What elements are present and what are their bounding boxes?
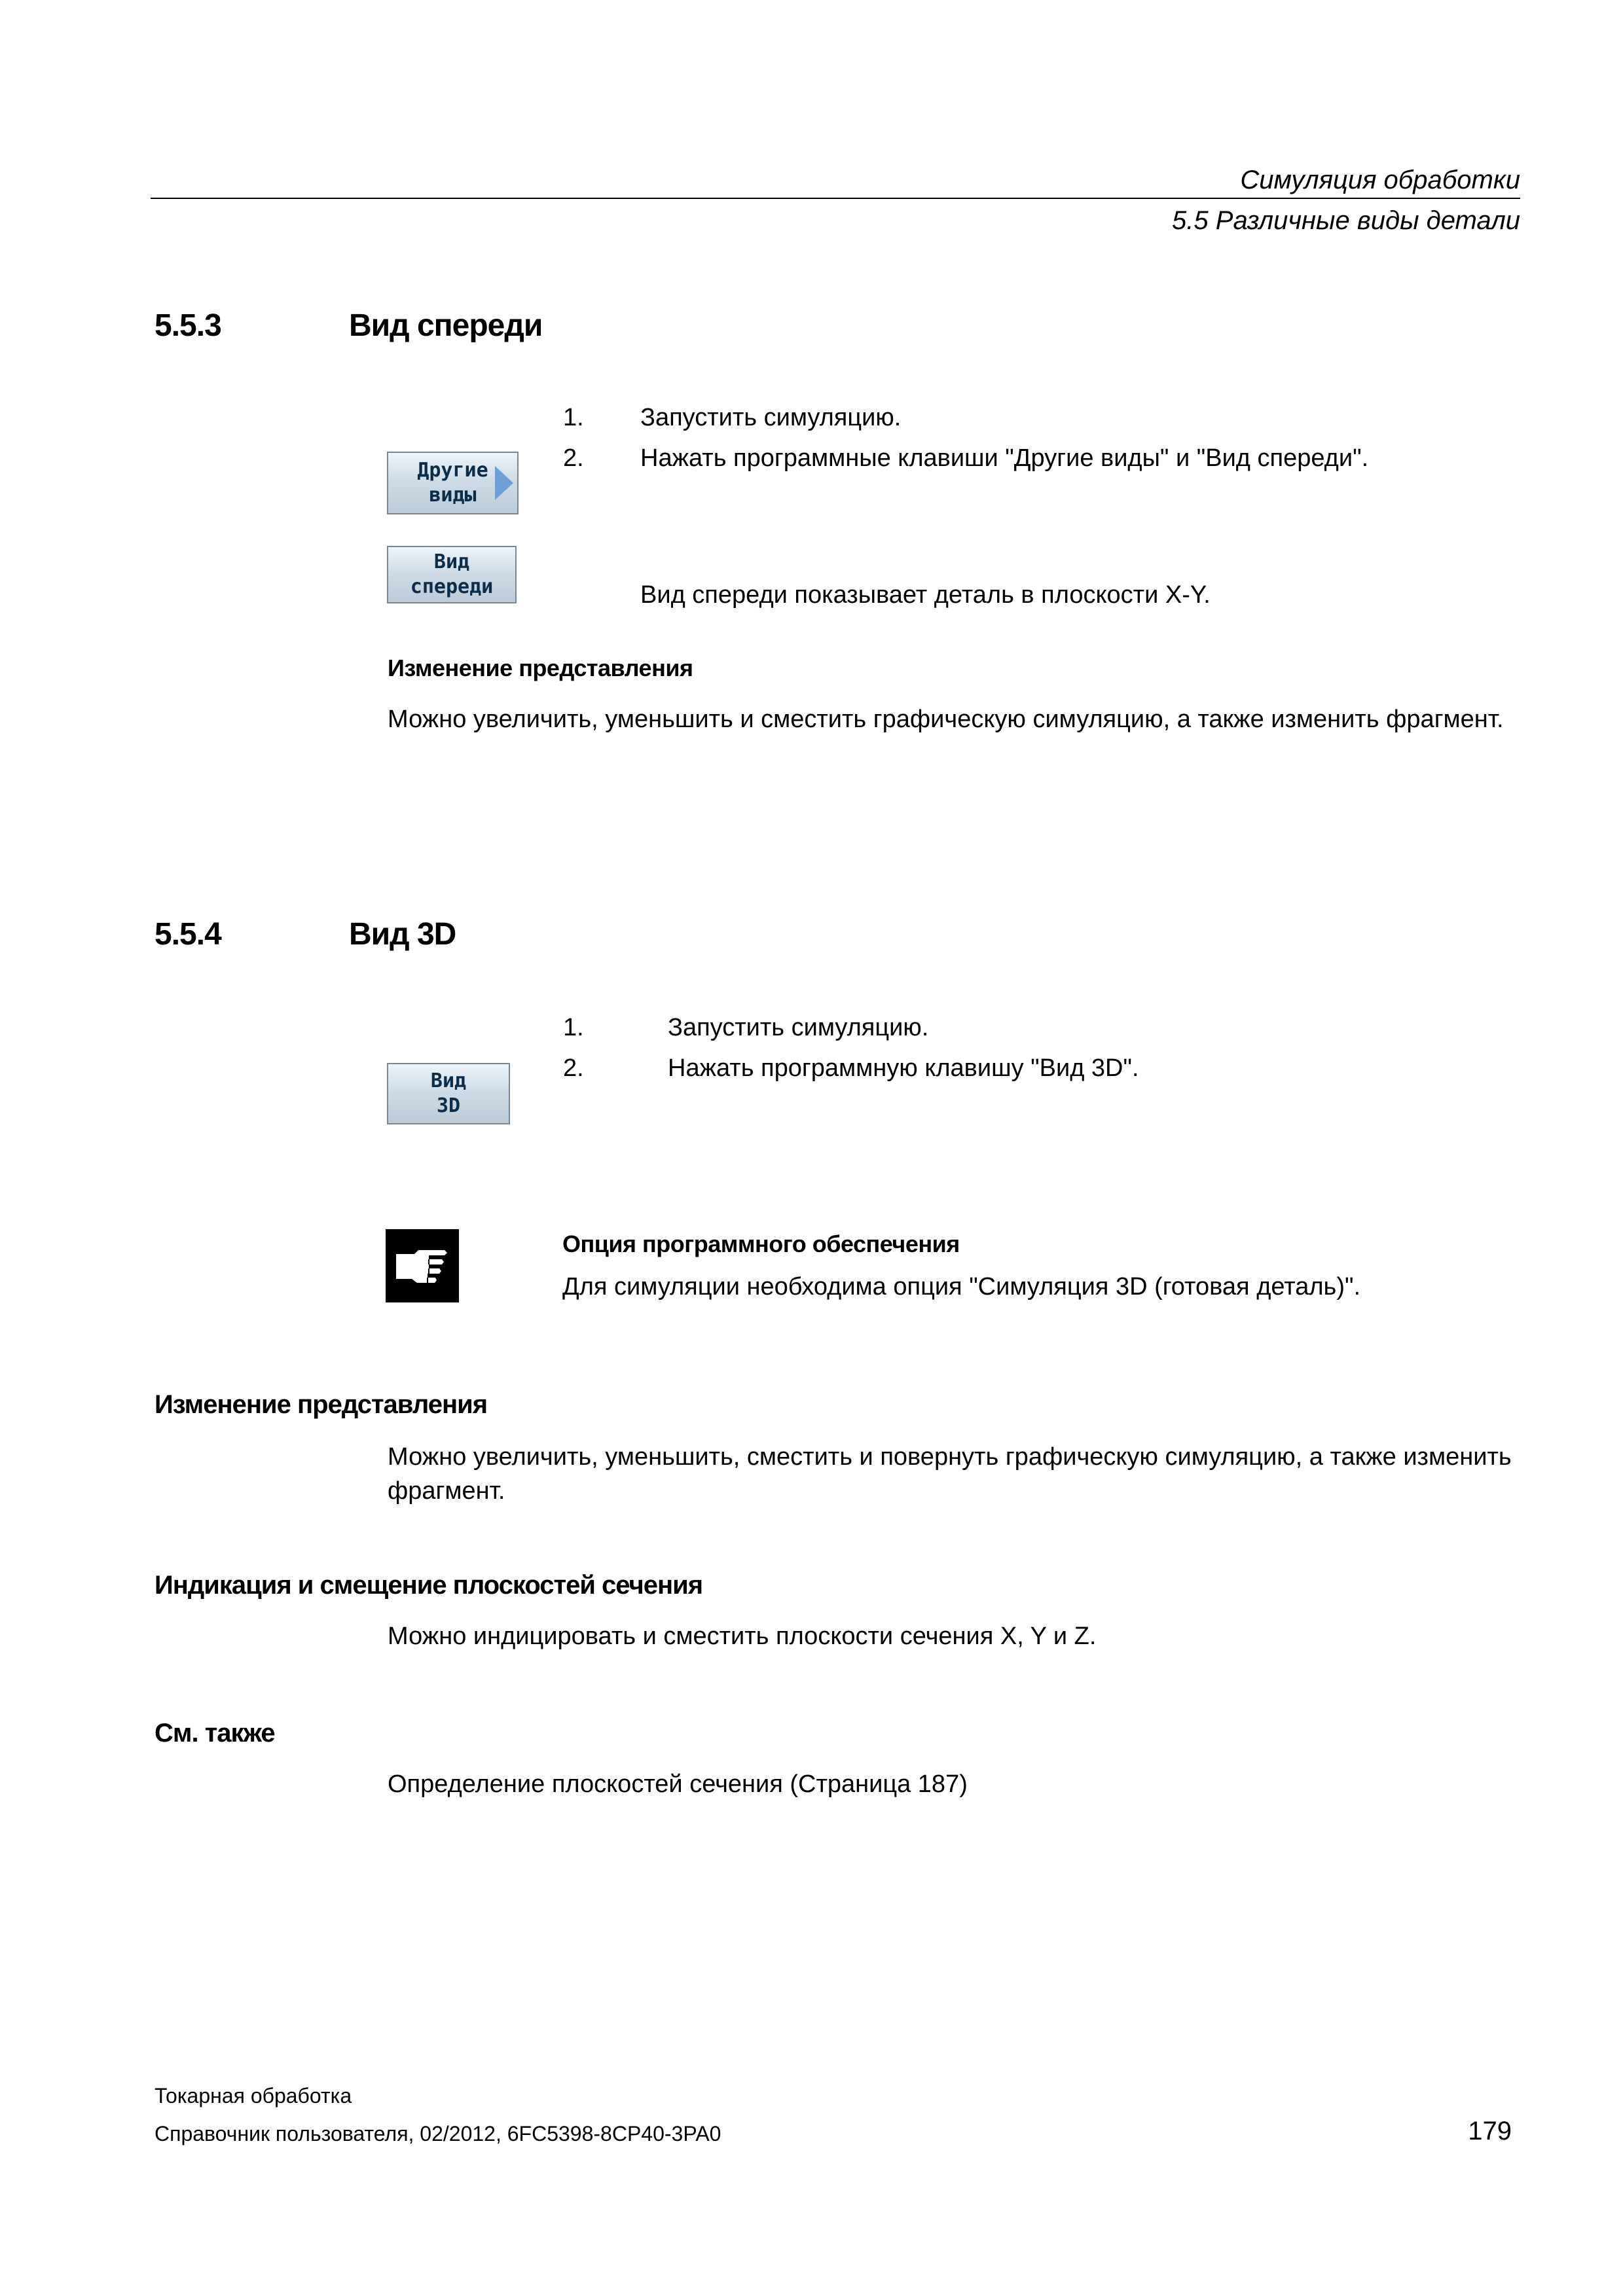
step-3d-1-text: Запустить симуляцию.	[668, 1014, 929, 1041]
view-3d-label-line1: Вид	[430, 1069, 467, 1092]
front-view-label-line1: Вид	[433, 550, 470, 573]
header-chapter-title: Симуляция обработки	[1240, 166, 1520, 194]
other-views-softkey[interactable]	[387, 452, 519, 514]
section-553-number: 5.5.3	[155, 308, 221, 343]
section-planes-heading: Индикация и смещение плоскостей сечения	[155, 1571, 703, 1600]
front-view-label-line2: спереди	[410, 575, 494, 598]
step-2-text: Нажать программные клавиши "Другие виды" и "Вид спереди".	[640, 444, 1369, 472]
step-1-number: 1.	[563, 404, 584, 431]
pointing-hand-icon	[386, 1229, 459, 1302]
footer-product: Токарная обработка	[155, 2084, 352, 2108]
section-554-title: Вид 3D	[349, 917, 456, 952]
section-554-number: 5.5.4	[155, 917, 221, 952]
change-view-paragraph-554: Можно увеличить, уменьшить, сместить и повернуть графическую симуляцию, а также изменить фрагмент.	[388, 1443, 1512, 1505]
front-view-softkey[interactable]	[387, 546, 517, 603]
note-heading: Опция программного обеспечения	[562, 1230, 960, 1257]
page-number: 179	[1468, 2117, 1512, 2145]
header-section-title: 5.5 Различные виды детали	[1172, 206, 1520, 235]
other-views-label-line2: виды	[429, 484, 477, 507]
see-also-heading: См. также	[155, 1719, 275, 1748]
step-1-text: Запустить симуляцию.	[640, 404, 902, 431]
view-3d-label-line2: 3D	[436, 1094, 461, 1117]
step-3d-1-number: 1.	[563, 1014, 584, 1041]
note-text: Для симуляции необходима опция "Симуляция 3D (готовая деталь)".	[562, 1273, 1361, 1300]
change-view-paragraph-553: Можно увеличить, уменьшить и сместить графическую симуляцию, а также изменить фрагмент.	[388, 706, 1504, 733]
section-553-title: Вид спереди	[349, 308, 543, 343]
footer-manual-info: Справочник пользователя, 02/2012, 6FC5398-8CP40-3PA0	[155, 2122, 721, 2145]
change-view-heading-554: Изменение представления	[155, 1390, 488, 1419]
other-views-label-line1: Другие	[417, 459, 488, 482]
front-view-result: Вид спереди показывает деталь в плоскости X-Y.	[640, 581, 1211, 609]
section-planes-paragraph: Можно индицировать и сместить плоскости сечения X, Y и Z.	[388, 1623, 1097, 1650]
step-3d-2-text: Нажать программную клавишу "Вид 3D".	[668, 1054, 1139, 1082]
header-rule	[151, 198, 1520, 199]
view-3d-softkey[interactable]	[387, 1063, 510, 1124]
step-3d-2-number: 2.	[563, 1054, 584, 1082]
play-arrow-icon	[495, 466, 513, 500]
step-2-number: 2.	[563, 444, 584, 472]
see-also-link[interactable]: Определение плоскостей сечения (Страница 187)	[388, 1770, 968, 1798]
change-view-heading-553: Изменение представления	[388, 655, 693, 681]
